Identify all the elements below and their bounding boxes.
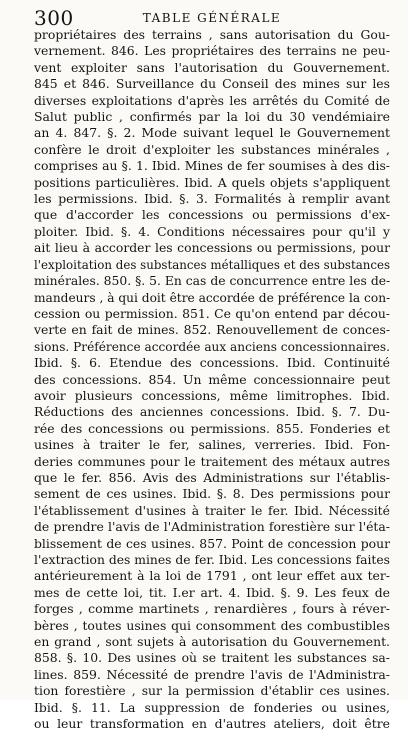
text-line: diverses exploitations d'après les arrêtés du Comité de [34,92,390,108]
text-line: vernement. 846. Les propriétaires des terrains ne peu- [34,43,390,59]
text-line: 858. §. 10. Des usines où se traitent les substances sa- [34,650,390,666]
text-line: tion forestière , sur la permission d'établir ces usines. [34,683,390,699]
text-line: forges , comme martinets , renardières , fours à réver- [34,601,390,617]
text-line: que d'accorder les concessions ou permissions d'ex- [34,207,390,223]
body-text [34,27,390,732]
text-line: Salut public , confirmés par la loi du 30 vendémiaire [34,109,390,125]
text-line: antérieurement à la loi de 1791 , ont leur effet aux ter- [34,568,390,584]
text-line: ploiter. Ibid. §. 4. Conditions nécessaires pour qu'il y [34,223,390,239]
text-line: ou leur transformation en d'autres ateliers, doit être [34,716,390,732]
text-line: minérales. 850. §. 5. En cas de concurrence entre les de- [34,273,391,289]
text-line: lines. 859. Nécessité de prendre l'avis de l'Administra- [34,666,390,682]
text-line: 845 et 846. Surveillance du Conseil des mines sur les [34,76,390,92]
text-line: rée des concessions ou permissions. 855. Fonderies et [34,420,390,436]
text-line: positions particulières. Ibid. A quels objets s'appliquent [34,174,390,190]
text-line: mes de cette loi, tit. I.er art. 4. Ibid. §. 9. Les feux de [34,584,390,600]
text-line: usines à traiter le fer, salines, verreries. Ibid. Fon- [34,437,390,453]
text-line: ait lieu à accorder les concessions ou permissions, pour [34,240,390,256]
text-line: l'établissement d'usines à traiter le fer. Ibid. Nécessité [34,502,390,518]
page-number: 300 [34,6,74,30]
text-line: cession ou permission. 851. Ce qu'on entend par décou- [34,305,390,321]
text-line: confère le droit d'exploiter les substances minérales , [34,141,390,157]
text-line: comprises au §. 1. Ibid. Mines de fer soumises à des dis- [34,158,390,174]
text-line: de prendre l'avis de l'Administration forestière sur l'éta- [34,519,390,535]
text-line: propriétaires des terrains , sans autorisation du Gou- [34,27,390,42]
text-line: mandeurs , à qui doit être accordée de préférence la con- [34,289,391,305]
text-line: an 4. 847. §. 2. Mode suivant lequel le Gouvernement [34,125,390,141]
text-line: sions. Préférence accordée aux anciens concessionnaires. [34,338,390,354]
text-line: Ibid. §. 6. Etendue des concessions. Ibid. Continuité [34,355,390,371]
text-line: blissement de ces usines. 857. Point de concession pour [34,535,390,551]
text-line: avoir plusieurs concessions, même limitrophes. Ibid. [34,387,390,403]
text-line: bères , toutes usines qui consomment des combustibles [34,617,390,633]
text-line: deries communes pour le traitement des métaux autres [34,453,390,469]
text-line: des concessions. 854. Un même concessionnaire peut [34,371,390,387]
text-line: les permissions. Ibid. §. 3. Formalités à remplir avant [34,191,390,207]
text-line: verte en fait de mines. 852. Renouvellement de conces- [34,322,390,338]
text-line: vent exploiter sans l'autorisation du Gouvernement. [34,59,390,75]
text-line: sement de ces usines. Ibid. §. 8. Des permissions pour [34,486,390,502]
text-line: Réductions des anciennes concessions. Ibid. §. 7. Du- [34,404,390,420]
running-title: TABLE GÉNÉRALE [142,11,282,25]
text-line: Ibid. §. 11. La suppression de fonderies ou usines, [34,699,390,715]
text-line: que le fer. 856. Avis des Administrations sur l'établis- [34,469,390,485]
text-line: en grand , sont sujets à autorisation du Gouvernement. [34,634,390,650]
text-line: l'extraction des mines de fer. Ibid. Les concessions faites [34,552,390,567]
text-line: l'exploitation des substances métalliques et des substances [34,256,391,272]
